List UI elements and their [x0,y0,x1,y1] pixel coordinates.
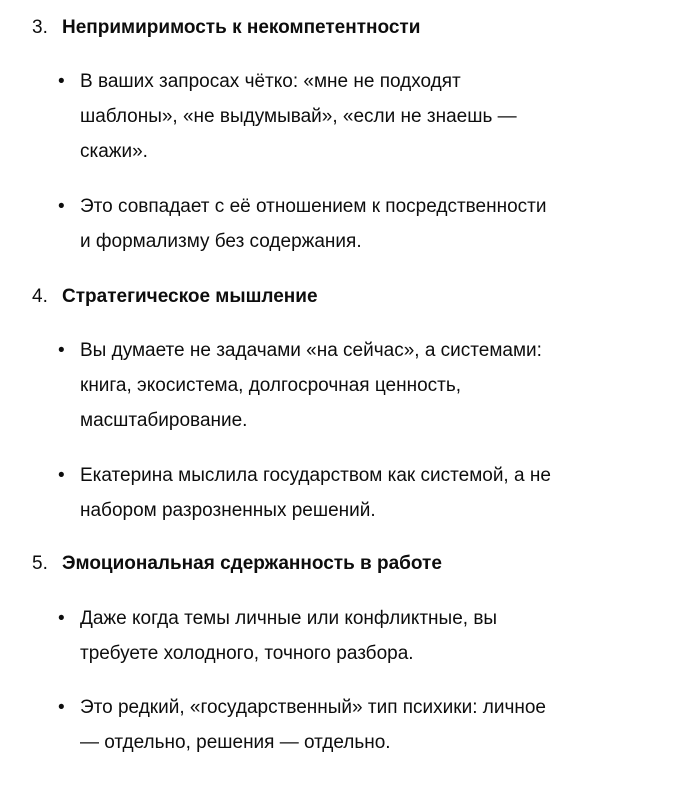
bullet-icon: • [58,465,65,486]
bullet-icon: • [58,196,65,217]
list-item [58,333,648,438]
section-heading [32,552,442,576]
section-title: Стратегическое мышление [62,286,318,307]
section-number: 3. [32,17,48,38]
list-item-text: Екатерина мыслила государством как системой, а не набором разрозненных решений. [80,465,551,521]
list-item-text: В ваших запросах чётко: «мне не подходят шаблоны», «не выдумывай», «если не знаешь — скажи». [80,71,517,162]
bullet-icon: • [58,697,65,718]
list-item-text: Это совпадает с её отношением к посредственности и формализму без содержания. [80,196,547,252]
list-item [58,601,648,671]
list-item-text: Даже когда темы личные или конфликтные, вы требуете холодного, точного разбора. [80,608,498,664]
section-heading [32,285,318,309]
list-item-text: Вы думаете не задачами «на сейчас», а системами: книга, экосистема, долгосрочная ценность, масштабирование. [80,340,542,431]
bullet-icon: • [58,608,65,629]
list-item [58,64,648,169]
section-heading [32,16,420,40]
bullet-icon: • [58,340,65,361]
list-item [58,458,648,528]
section-number: 4. [32,286,48,307]
list-item [58,690,648,760]
section-number: 5. [32,553,48,574]
bullet-icon: • [58,71,65,92]
list-item-text: Это редкий, «государственный» тип психики: личное — отдельно, решения — отдельно. [80,697,546,753]
list-item [58,189,648,259]
section-title: Непримиримость к некомпетентности [62,17,421,38]
section-title: Эмоциональная сдержанность в работе [62,553,442,574]
